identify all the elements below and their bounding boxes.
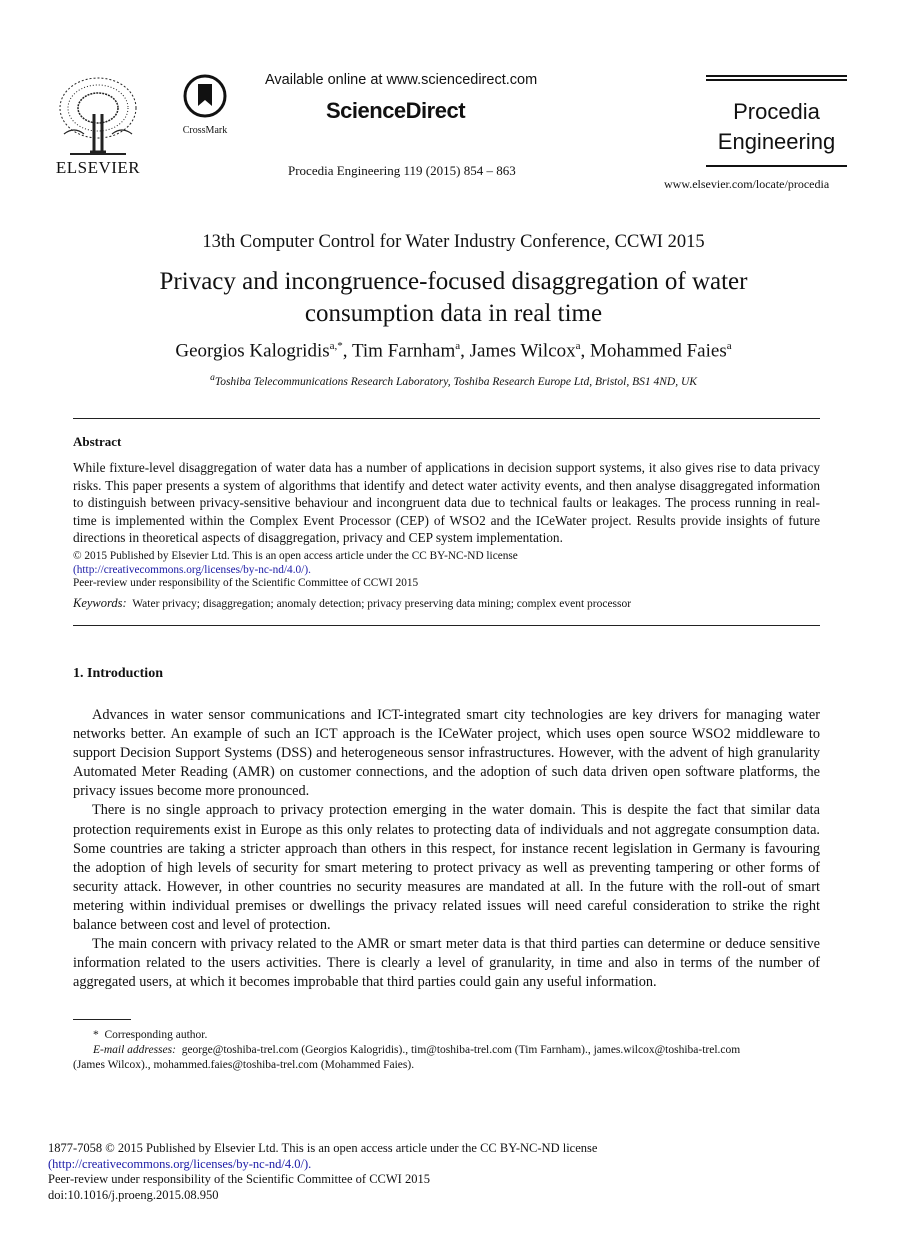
conference-name: 13th Computer Control for Water Industry Conference, CCWI 2015 <box>202 232 705 252</box>
keywords-label: Keywords: <box>73 596 127 610</box>
journal-reference: Procedia Engineering 119 (2015) 854 – 863 <box>288 163 516 178</box>
elsevier-wordmark: ELSEVIER <box>55 158 141 177</box>
footnote-divider <box>73 1019 131 1020</box>
author-name: Tim Farnham <box>351 340 456 362</box>
corresponding-author-note <box>73 1028 820 1043</box>
corresponding-author-text: Corresponding author. <box>104 1029 208 1041</box>
journal-name-line2: Engineering <box>717 129 836 154</box>
journal-name-line1: Procedia <box>733 99 820 124</box>
journal-url[interactable]: www.elsevier.com/locate/procedia <box>664 177 830 191</box>
email-list-line2[interactable]: (James Wilcox)., mohammed.faies@toshiba-trel.com (Mohammed Faies). <box>73 1059 415 1071</box>
email-label: E-mail addresses: <box>93 1044 176 1056</box>
license-line: © 2015 Published by Elsevier Ltd. This is an open access article under the CC BY-NC-ND license <box>73 550 518 562</box>
divider <box>73 418 820 419</box>
author-mark: a <box>726 340 732 352</box>
journal-logo <box>706 75 847 169</box>
author-mark: a <box>455 340 461 352</box>
paper-title <box>100 266 807 330</box>
paper-title-line1: Privacy and incongruence-focused disaggregation of water <box>159 268 748 295</box>
keywords-list: Water privacy; disaggregation; anomaly detection; privacy preserving data mining; complex event processor <box>132 598 632 610</box>
footer-peer-review: Peer-review under responsibility of the Scientific Committee of CCWI 2015 <box>48 1172 430 1187</box>
author-name: Mohammed Faies <box>590 340 727 362</box>
footnotes <box>73 1028 820 1073</box>
author-name: Georgios Kalogridis <box>175 340 330 362</box>
elsevier-logo[interactable] <box>50 74 146 178</box>
license-block <box>73 550 820 591</box>
paragraph: There is no single approach to privacy protection emerging in the water domain. This is despite the fact that similar data protection requirements exist in Europe as this only relates to protecting data of individuals and not aggregate consumption data. Some countries are taking a stricter approach than others in this respect, for instance recent legislation in Germany is favouring the adoption of high levels of security for smart metering to protect privacy as well as preventing tampering or other forms of security attack. However, in other countries no security measures are mandated at all. In the future with the roll-out of smart metering within individual premises or dwellings the privacy related issues will need careful consideration to strike the right balance between cost and level of protection. <box>73 802 820 934</box>
divider <box>73 625 820 626</box>
affiliation-text: Toshiba Telecommunications Research Laboratory, Toshiba Research Europe Ltd, Bristol, BS1 4ND, UK <box>214 375 697 388</box>
author-list <box>0 340 907 362</box>
author-mark: a <box>575 340 581 352</box>
affiliation <box>0 372 907 388</box>
abstract-text: While fixture-level disaggregation of water data has a number of applications in decision support systems, it also gives rise to data privacy risks. This paper presents a system of algorithms that identify and detect water activity events, and then analyse disaggregated information to distinguish between privacy-sensitive behaviour and incongruent data due to technical faults or leakages. The process running in real-time is implemented within the Complex Event Processor (CEP) of WSO2 and the ICeWater project. Results provide insights of future directions in theoretical aspects of disaggregation, privacy and CEP system implementation. <box>73 460 820 545</box>
sciencedirect-logo[interactable]: ScienceDirect <box>326 98 466 123</box>
paragraph: Advances in water sensor communications and ICT-integrated smart city technologies are key drivers for managing water networks better. An example of such an ICT approach is the ICeWater project, which uses open source WSO2 middleware to support Decision Support Systems (DSS) and heterogeneous sensor infrastructures. However, with the advent of high granularity Automated Meter Reading (AMR) on customer connections, and the adoption of such data driven open software platforms, the privacy issues become more pronounced. <box>73 707 820 800</box>
paragraph: The main concern with privacy related to the AMR or smart meter data is that third parties can determine or deduce sensitive information related to the users activities. There is clearly a level of granularity, in time and also in terms of the number of aggregated users, at which it becomes improbable that third parties could gain any useful information. <box>73 936 820 991</box>
elsevier-tree-icon <box>50 74 146 158</box>
section-heading: 1. Introduction <box>73 666 163 681</box>
journal-name <box>706 83 847 165</box>
available-online: Available online at www.sciencedirect.com <box>265 72 538 88</box>
email-list-line1[interactable]: george@toshiba-trel.com (Georgios Kalogridis)., tim@toshiba-trel.com (Tim Farnham)., james.wilcox@toshiba-trel.com <box>181 1044 741 1056</box>
author-separator: , <box>580 340 591 362</box>
author-separator: , <box>342 340 352 362</box>
email-addresses <box>73 1043 820 1058</box>
section-body <box>73 706 820 992</box>
keywords <box>73 596 820 611</box>
divider <box>706 165 847 167</box>
author-mark: a,* <box>329 340 343 352</box>
author-separator: , <box>460 340 470 362</box>
peer-review-note: Peer-review under responsibility of the Scientific Committee of CCWI 2015 <box>73 577 419 589</box>
divider <box>706 75 847 77</box>
abstract-heading: Abstract <box>73 434 122 449</box>
footnote-mark: * <box>93 1029 99 1041</box>
paper-title-line2: consumption data in real time <box>304 300 603 327</box>
license-link[interactable]: (http://creativecommons.org/licenses/by-nc-nd/4.0/). <box>73 563 311 576</box>
crossmark-icon <box>183 74 227 118</box>
doi[interactable]: doi:10.1016/j.proeng.2015.08.950 <box>48 1187 219 1202</box>
divider <box>706 79 847 81</box>
issn-line: 1877-7058 © 2015 Published by Elsevier Ltd. This is an open access article under the CC BY-NC-ND license <box>48 1141 598 1155</box>
crossmark-badge[interactable] <box>176 74 234 134</box>
crossmark-label: CrossMark <box>182 125 228 136</box>
affiliation-mark: a <box>210 372 215 383</box>
footer-license-link[interactable]: (http://creativecommons.org/licenses/by-nc-nd/4.0/). <box>48 1156 312 1171</box>
author-name: James Wilcox <box>469 340 576 362</box>
page-footer <box>48 1141 808 1203</box>
